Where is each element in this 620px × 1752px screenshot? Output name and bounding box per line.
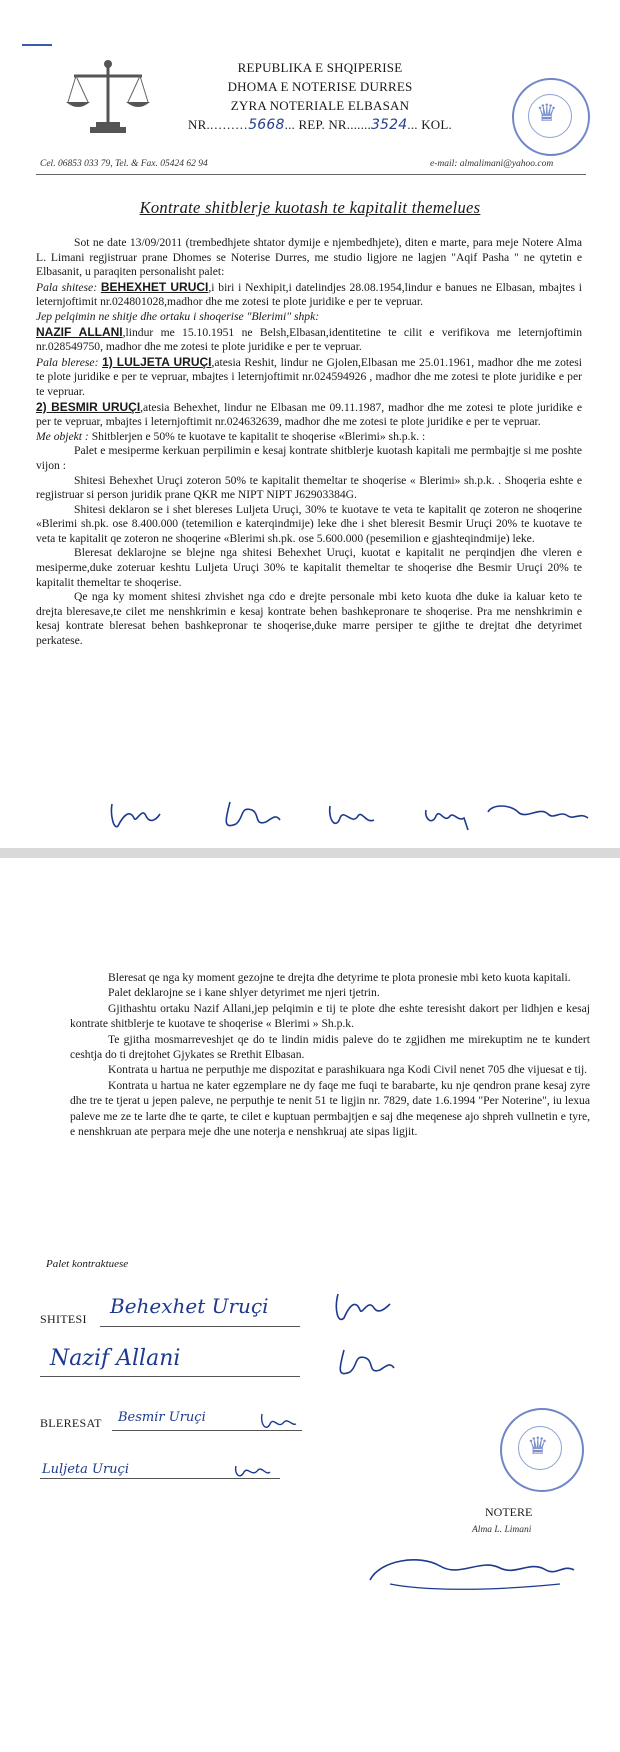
- signature-buyer1: [426, 810, 468, 830]
- buyer2-details: ,atesia Behexhet, lindur ne Elbasan me 09.11.1987, madhor dhe me zotesi te plote juridike e per te vepruar, mbajtes i leternjoftimit nr.024632639, madhor dhe me zotesi te plote juridike e per te vepruar.: [36, 400, 582, 429]
- purchase-paragraph: Bleresat deklarojne se blejne nga shitesi Behexhet Uruçi, kuotat e kapitalit ne perqindjen dhe vleren e mesiperme,duke zoteruar keshtu Luljeta Uruçi 30% te kapitalit themeltar te shoqerise dhe Besmir Uruçi 20% te kapitalit themeltar te shoqerise.: [36, 546, 582, 589]
- notary-signature-page2: [360, 1540, 580, 1600]
- buyer2-paragraph: [36, 400, 582, 430]
- buyer-label: Pala blerese:: [36, 355, 99, 369]
- notary-header: [150, 58, 490, 135]
- consent-label: Jep pelqimin ne shitje dhe ortaku i shoqerise "Blerimi" shpk:: [36, 309, 320, 323]
- buyer1-paragraph: [36, 355, 582, 400]
- contact-email: e-mail: almalimani@yahoo.com: [430, 159, 554, 169]
- pen-mark: [22, 44, 52, 46]
- buyer2-handwritten-name: Besmir Uruçi: [118, 1410, 206, 1425]
- signature-partner: [226, 802, 280, 826]
- contact-phone: Cel. 06853 033 79, Tel. & Fax. 05424 62 94: [40, 159, 208, 169]
- partner-details: ,lindur me 15.10.1951 ne Belsh,Elbasan,identitetine te cilit e verifikova me leternjoftimin nr.028549750, madhor dhe me zotesi te plote juridike e per te vepruar.: [36, 325, 582, 354]
- notary-stamp: [512, 78, 590, 156]
- buyer1-name: 1) LULJETA URUÇI: [102, 354, 212, 369]
- object-text: Shitblerjen e 50% te kuotave te kapitalit te shoqerise «Blerimi» sh.p.k. :: [91, 429, 426, 443]
- signature-buyer2: [330, 806, 374, 823]
- signature-seller-p2: [336, 1294, 390, 1319]
- nr-label: NR.: [188, 117, 210, 132]
- kol-label: KOL.: [421, 117, 452, 132]
- eagle-icon: ♛: [536, 101, 558, 127]
- seller-label: Pala shitese:: [36, 280, 98, 294]
- rep-label: REP. NR.: [298, 117, 351, 132]
- transfer-paragraph: Qe nga ky moment shitesi zhvishet nga cdo e drejte personale mbi keto kuota dhe duke ia kaluar keto te drejta bleresave,te cilet me nenshkrimin e kesaj kontrate behen bashkepronare te shoqerise. Pra me nenshkrimin e kesaj kontrate bleresat behen bashkepronar te shoqerise,duke marre persiper te gjithe te drejtat dhe detyrimet perkatese.: [36, 590, 582, 648]
- contract-body-page1: [36, 236, 582, 649]
- registry-numbers: NR..........5668... REP. NR.......3524... KOL.: [188, 117, 452, 133]
- partner-handwritten-name: Nazif Allani: [50, 1346, 181, 1371]
- buyer1-details: ,atesia Reshit, lindur ne Gjolen,Elbasan me 25.01.1961, madhor dhe me zotesi te plote juridike e per te vepruar, mbajtes i leternjoftimit nr.024594926 , madhor dhe me zotesi te plote juridike e per te vepruar.: [36, 355, 582, 398]
- nr-value: 5668: [248, 117, 285, 133]
- header-rule: [36, 174, 586, 175]
- notary-label: NOTERE: [485, 1505, 533, 1519]
- seller-handwritten-name: Behexhet Uruçi: [110, 1294, 269, 1318]
- page-one: [0, 0, 620, 848]
- signature-row-page1: [40, 796, 600, 836]
- signature-notary: [488, 806, 588, 818]
- rights-paragraph: Bleresat qe nga ky moment gezojne te drejta dhe detyrime te plota pronesie mbi keto kuota kapitali.: [108, 971, 571, 984]
- eagle-icon-page2: ♛: [527, 1434, 549, 1460]
- buyer2-name: 2) BESMIR URUÇI: [36, 399, 141, 414]
- notary-stamp-page2: [500, 1408, 584, 1492]
- seller-details: ,i biri i Nexhipit,i datelindjes 28.08.1954,lindur e banues ne Elbasan, mbajtes i leternjoftimit nr.024801028,madhor dhe me zotesi te plote juridike e per te vepruar.: [36, 280, 582, 309]
- signature-buyer1-p2: [236, 1466, 270, 1476]
- copies-paragraph: Kontrata u hartua ne kater egzemplare ne dy faqe me fuqi te barabarte, ku nje qendron prane kesaj zyre dhe tre te tjerat u jepen paleve, ne perputhje te nenit 51 te ligjin nr. 7829, date 1.6.1994 "Per Noterine", iu lexua paleve me ze te larte dhe te qarte, te cilet e kuptuan permbajtjen e saj dhe meqenese ajo shpreh vullnetin e tyre, e nenshkruan ate perpara meje dhe une noterja e nenshkruaj ate sipas ligjit.: [70, 1078, 590, 1139]
- intro-paragraph: Sot ne date 13/09/2011 (trembedhjete shtator dymije e njembedhjete), diten e marte, para meje Notere Alma L. Limani regjistruar prane Dhomes se Noterise Durres, me studio ligjore ne lagjen "Aqif Pasha " ne qytetin e Elbasanit, u paraqiten personalisht palet:: [36, 236, 582, 279]
- partner-paragraph: [36, 325, 582, 355]
- page-separator: [0, 848, 620, 858]
- ownership-paragraph: Shitesi Behexhet Uruçi zoteron 50% te kapitalit themeltar te shoqerise « Blerimi» sh.p.k. . Shoqeria eshte e regjistruar si person juridik prane QKR me NIPT NIPT J62903384G.: [36, 473, 582, 502]
- signature-partner-p2: [340, 1350, 394, 1374]
- seller-name: BEHEXHET URUCI: [100, 279, 209, 294]
- seller-paragraph: [36, 280, 582, 310]
- seller-signature-label: SHITESI: [40, 1312, 87, 1326]
- parties-label: Palet kontraktuese: [46, 1258, 129, 1270]
- rep-value: 3524: [370, 117, 408, 133]
- content-paragraph: Palet e mesiperme kerkuan perpilimin e kesaj kontrate shitblerje kuotash kapitali me permbajtje si me poshte vijon :: [36, 444, 582, 472]
- partner-consent-paragraph: Gjithashtu ortaku Nazif Allani,jep pelqimin e tij te plote dhe eshte teresisht dakort per lidhjen e kesaj kontrate shitblerje te kuotave te shoqerise « Blerimi » Sh.p.k.: [70, 1001, 590, 1031]
- scales-of-justice-logo: [66, 58, 150, 136]
- declaration-paragraph: Shitesi deklaron se i shet blereses Luljeta Uruçi, 30% te kuotave te veta te kapitalit qe zoteron ne shoqerine «Blerimi sh.pk. ose 8.400.000 (tetemilion e katerqindmije) leke dhe i shet bleresit Besmir Uruçi 20% te kuotave te veta te kapitalit qe zoteron ne shoqerine «Blerimi sh.pk. ose 5.600.000 (pesemilion e gjashteqindmije) leke.: [36, 502, 582, 545]
- buyers-signature-label: BLERESAT: [40, 1416, 102, 1430]
- buyer1-handwritten-name: Luljeta Uruçi: [42, 1462, 129, 1477]
- disputes-paragraph: Te gjitha mosmarreveshjet qe do te lindin midis paleve do te zgjidhen me mirekuptim ne te kundert ceshtja do ti drejtohet Gjykates se Rrethit Elbasan.: [70, 1032, 590, 1062]
- partner-name: NAZIF ALLANI: [36, 324, 123, 339]
- header-line-chamber: DHOMA E NOTERISE DURRES: [227, 79, 413, 94]
- header-line-republic: REPUBLIKA E SHQIPERISE: [237, 60, 403, 75]
- object-paragraph: [36, 430, 582, 445]
- signature-buyer2-p2: [262, 1414, 296, 1427]
- contract-body-page2: [70, 970, 590, 1139]
- contract-title: Kontrate shitblerje kuotash te kapitalit themelues: [139, 198, 481, 217]
- signature-seller: [111, 804, 160, 827]
- header-line-office: ZYRA NOTERIALE ELBASAN: [230, 98, 410, 113]
- notary-name: Alma L. Limani: [472, 1525, 532, 1535]
- civil-code-paragraph: Kontrata u hartua ne perputhje me dispozitat e parashikuara nga Kodi Civil nenet 705 dhe vijuesat e tij.: [108, 1063, 588, 1077]
- object-label: Me objekt :: [36, 429, 89, 443]
- obligations-paragraph: Palet deklarojne se i kane shlyer detyrimet me njeri tjetrin.: [108, 986, 380, 1000]
